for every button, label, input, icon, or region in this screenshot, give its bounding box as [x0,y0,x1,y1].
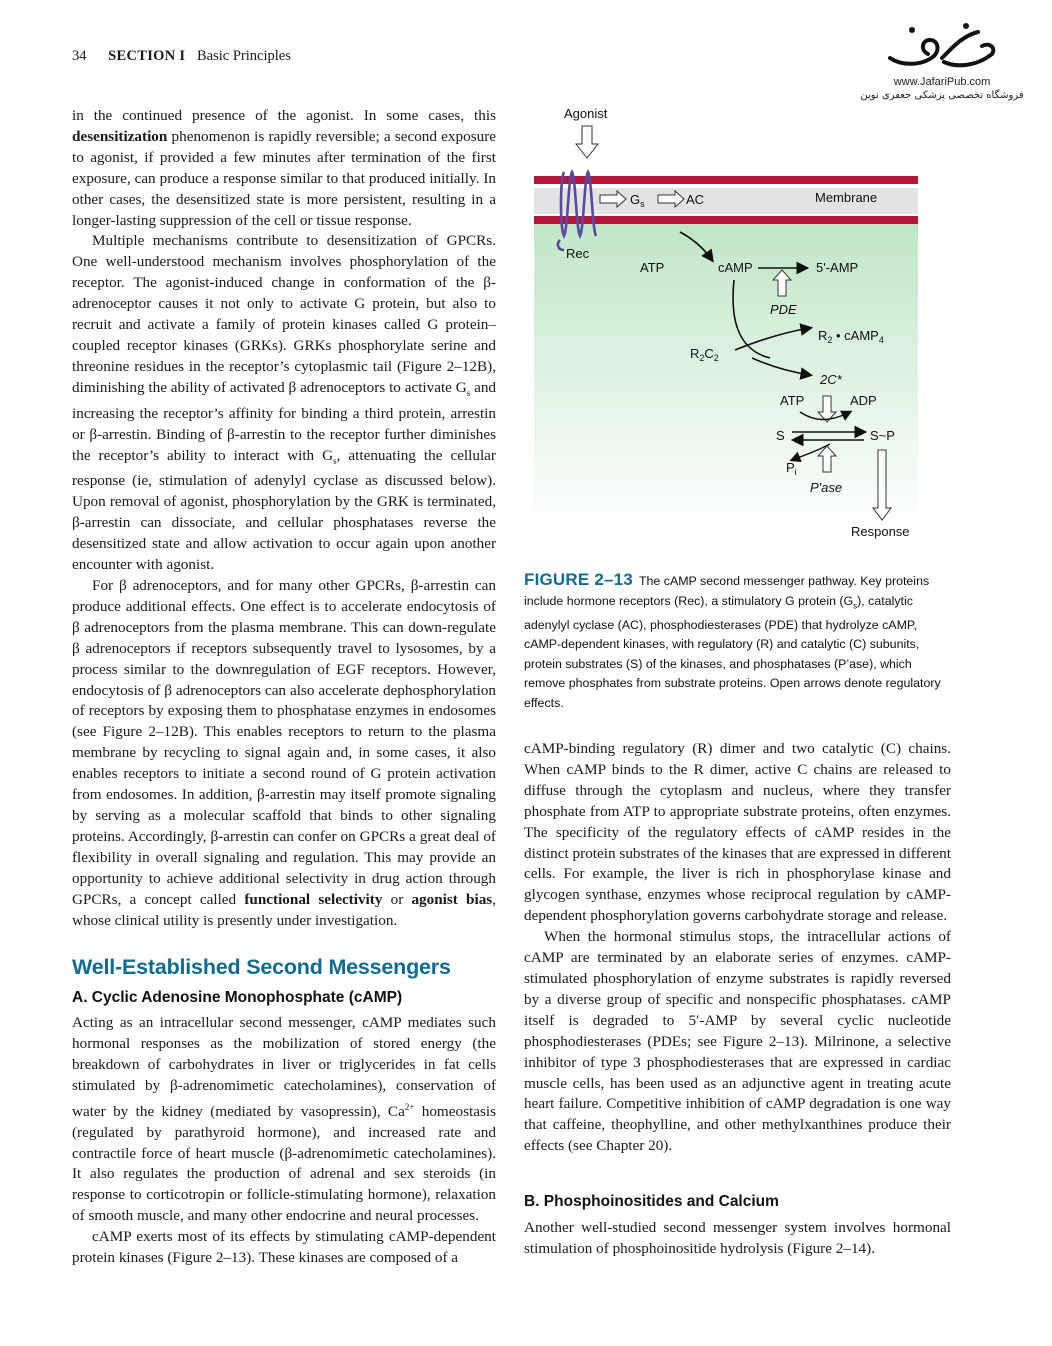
running-header [72,48,291,65]
label-agonist: Agonist [564,106,608,121]
svg-text:R2 • cAMP4: $R_2$ • cAMP$_4$ [818,328,884,345]
left-column-top [72,106,496,931]
label-atp-2: ATP [780,393,805,408]
svg-text:Pi: $P_i$ [786,460,797,477]
label-atp: ATP [640,260,665,275]
term-functional-selectivity: functional selectivity [244,890,383,908]
subheading-camp: A. Cyclic Adenosine Monophosphate (cAMP) [72,989,403,1006]
membrane-inner-line [534,216,918,224]
term-agonist-bias: agonist bias [411,890,493,908]
page-number: 34 [72,48,87,64]
label-ac: AC [686,192,705,207]
label-rec: Rec [566,246,590,261]
label-camp: cAMP [718,260,753,275]
paragraph: Another well-studied second messenger system involves hormonal stimulation of phosphoinositide hydrolysis (Figure 2–14). [524,1219,951,1257]
svg-text:Gs: $G_s$ [630,192,645,209]
paragraph: Multiple mechanisms contribute to desensitization of GPCRs. One well-understood mechanism involves phosphorylation of the receptor. The agonist-induced change in conformation of the β-adrenoceptor causes it not only to activate G protein, but also to recruit and activate a family of protein kinases called G protein–coupled receptor kinases (GRKs). GRKs phosphorylate serine and threonine residues in the receptor’s cytoplasmic tail (Figure 2–12B), diminishing the ability of activated β adrenoceptors to activate $G_s$ and increasing the receptor’s affinity for binding a third protein, arrestin or β-arrestin. Binding of β-arrestin to the receptor further diminishes the receptor’s ability to interact with $G_s$, attenuating the cellular response (ie, stimulation of adenylyl cyclase as discussed below). Upon removal of agonist, phosphorylation by the GRK is terminated, β-arrestin can dissociate, and cellular phosphatases reverse the desensitized state and allow activation to occur again upon another encounter with agonist. [72,232,497,574]
right-column-end [524,1218,951,1260]
section-label: SECTION I [108,48,186,64]
paragraph: When the hormonal stimulus stops, the intracellular actions of cAMP are terminated by an elaborate series of enzymes. cAMP-stimulated phosphorylation of enzyme substrates is rapidly reversed by a diverse group of specific and nonspecific phosphatases. cAMP itself is degraded to 5′-AMP by several cyclic nucleotide phosphodiesterases (PDEs; see Figure 2–13). Milrinone, a selective inhibitor of type 3 phosphodiesterases that are expressed in cardiac muscle cells, has been used as an adjunctive agent in treating acute heart failure. Competitive inhibition of cAMP degradation is one way that caffeine, theophylline, and other methylxanthines produce their effects (see Chapter 20). [524,928,951,1155]
watermark-url: www.JafariPub.com [893,76,991,88]
section-heading: Well-Established Second Messengers [72,955,451,979]
label-adp: ADP [850,393,877,408]
svg-text:R2C2: $R_2C_2$ [690,346,719,363]
paragraph: in the continued presence of the agonist. In some cases, this desensitization phenomenon is rapidly reversible; a second exposure to agonist, if provided a few minutes after termination of the first exposure, can produce a response similar to that produced initially. In other cases, the desensitized state is more persistent, resulting in a longer-lasting suppression of the cell or tissue response. [72,107,496,229]
label-response: Response [851,524,910,539]
label-2c: 2C* [820,372,842,387]
membrane-outer-line [534,176,918,184]
subheading-phosphoinositides: B. Phosphoinositides and Calcium [524,1193,779,1210]
paragraph: Acting as an intracellular second messenger, cAMP mediates such hormonal responses as the mobilization of stored energy (the breakdown of carbohydrates in liver or triglycerides in fat cells stimulated by β-adrenomimetic catecholamines), conservation of water by the kidney (mediated by vasopressin), $Ca^{2+}$ homeostasis (regulated by parathyroid hormone), and increased rate and contractile force of heart muscle (β-adrenomimetic catecholamines). It also regulates the production of adrenal and sex steroids (in response to corticotropin or follicle-stimulating hormone), relaxation of smooth muscle, and many other endocrine and neural processes. [72,1014,496,1225]
camp-pathway-diagram [520,100,920,550]
figure-camp-pathway [520,100,920,555]
term-desensitization: desensitization [72,127,168,145]
paragraph: For β adrenoceptors, and for many other GPCRs, β-arrestin can produce additional effects. One effect is to accelerate endocytosis of β adrenoceptors from the plasma membrane. This can down-regulate β adrenoceptors if receptors subsequently travel to lysosomes, by a process similar to the downregulation of EGF receptors. However, endocytosis of β adrenoceptors can also accelerate dephosphorylation of receptors by exposing them to phosphatase enzymes in endosomes (see Figure 2–12B). This enables receptors to return to the plasma membrane by recycling to signal again and, in some cases, it also enables receptors to initiate a second round of G protein activation from endosomes. In addition, β-arrestin may itself promote signaling by serving as a molecular scaffold that binds to other signaling proteins. Accordingly, β-arrestin can confer on GPCRs a great deal of flexibility in overall signaling and regulation. This may provide an opportunity to achieve additional selectivity in drug action through GPCRs, a concept called functional selectivity or agonist bias, whose clinical utility is presently under investigation. [72,577,497,929]
logo-calligraphy-icon [882,18,1002,76]
label-pde: PDE [770,302,797,317]
label-membrane: Membrane [815,190,878,205]
label-sp: S~P [870,428,895,443]
label-pase: P'ase [810,480,843,495]
section-title: Basic Principles [197,48,291,64]
figure-caption: FIGURE 2–13 The cAMP second messenger pathway. Key proteins include hormone receptors (Rec), a stimulatory G protein $(G_s)$, catalytic adenylyl cyclase (AC), phosphodiesterases (PDE) that hydrolyze cAMP, cAMP-dependent kinases, with regulatory (R) and catalytic (C) subunits, protein substrates (S) of the kinases, and phosphatases (P’ase), which remove phosphates from substrate proteins. Open arrows denote regulatory effects. [524,570,941,711]
left-column-bottom [72,1013,496,1269]
watermark-tagline: فروشگاه تخصصی پزشکی جعفری نوین [860,90,1024,101]
paragraph: cAMP exerts most of its effects by stimulating cAMP-dependent protein kinases (Figure 2–13). These kinases are composed of a [72,1228,496,1267]
label-5amp: 5'-AMP [816,260,859,275]
paragraph: cAMP-binding regulatory (R) dimer and two catalytic (C) chains. When cAMP binds to the R dimer, active C chains are released to diffuse through the cytoplasm and nucleus, where they transfer phosphate from ATP to appropriate substrate proteins, often enzymes. The specificity of the regulatory effects of cAMP resides in the distinct protein substrates of the kinases that are expressed in different cells. For example, the liver is rich in phosphorylase kinase and glycogen synthase, enzymes whose reciprocal regulation by cAMP-dependent phosphorylation governs carbohydrate storage and release. [524,740,951,925]
agonist-open-arrow-icon [576,126,598,158]
label-s: S [776,428,785,443]
figure-label: FIGURE 2–13 [524,570,633,589]
right-column [524,739,951,1157]
